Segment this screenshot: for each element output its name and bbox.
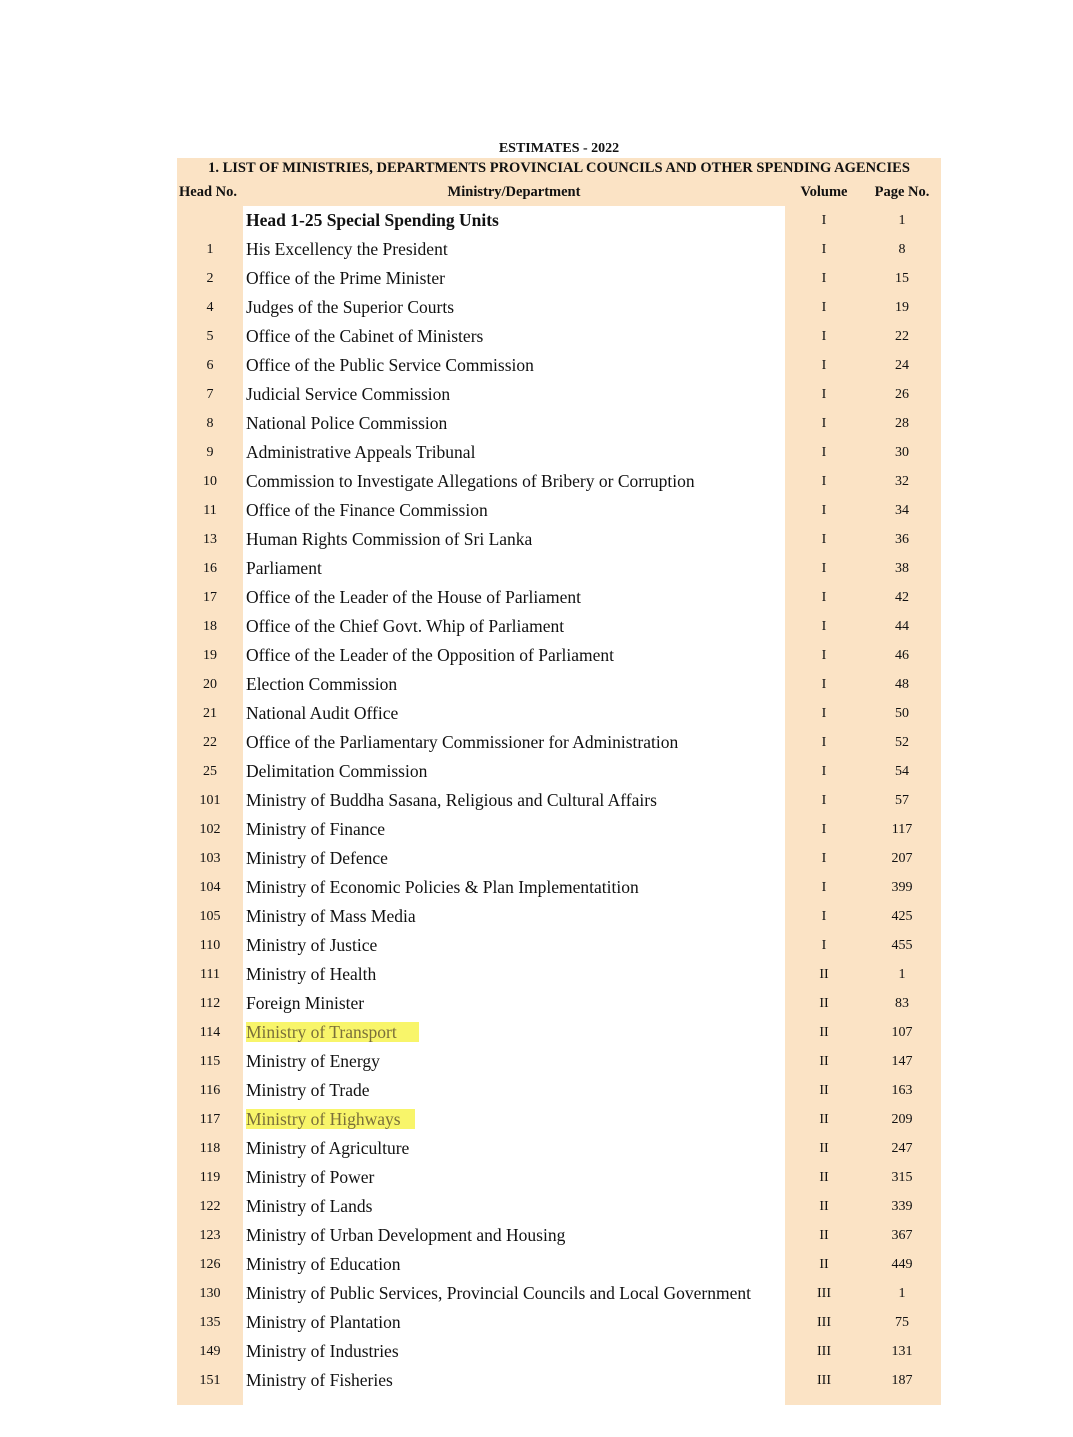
page-no-cell: 46 — [863, 641, 941, 670]
table-row — [177, 757, 941, 786]
page-no-cell: 163 — [863, 1076, 941, 1105]
ministry-cell: Ministry of Justice — [243, 931, 785, 960]
ministry-cell: Ministry of Fisheries — [243, 1366, 785, 1395]
ministry-cell: Ministry of Industries — [243, 1337, 785, 1366]
ministry-cell: Ministry of Economic Policies & Plan Implementatition — [243, 873, 785, 902]
ministry-cell: Election Commission — [243, 670, 785, 699]
head-no-cell: 22 — [177, 728, 243, 757]
ministry-cell: Ministry of Lands — [243, 1192, 785, 1221]
ministry-cell: Ministry of Public Services, Provincial Councils and Local Government — [243, 1279, 785, 1308]
head-no-cell: 117 — [177, 1105, 243, 1134]
volume-cell: III — [785, 1366, 863, 1395]
volume-cell: I — [785, 931, 863, 960]
head-no-cell: 10 — [177, 467, 243, 496]
head-no-cell: 6 — [177, 351, 243, 380]
page-no-cell: 315 — [863, 1163, 941, 1192]
head-no-cell: 118 — [177, 1134, 243, 1163]
head-no-cell: 4 — [177, 293, 243, 322]
page-no-cell: 8 — [863, 235, 941, 264]
volume-cell: II — [785, 1221, 863, 1250]
volume-cell: III — [785, 1337, 863, 1366]
volume-cell: I — [785, 844, 863, 873]
page-no-cell: 38 — [863, 554, 941, 583]
volume-cell: I — [785, 902, 863, 931]
table-row — [177, 641, 941, 670]
ministry-cell: Office of the Parliamentary Commissioner for Administration — [243, 728, 785, 757]
table-row — [177, 496, 941, 525]
table-row — [177, 1366, 941, 1395]
page-no-cell: 48 — [863, 670, 941, 699]
head-no-cell: 135 — [177, 1308, 243, 1337]
table-row — [177, 409, 941, 438]
volume-cell: I — [785, 206, 863, 235]
page-no-cell: 22 — [863, 322, 941, 351]
volume-cell: II — [785, 989, 863, 1018]
volume-cell: I — [785, 235, 863, 264]
ministry-cell: Office of the Cabinet of Ministers — [243, 322, 785, 351]
table-row — [177, 699, 941, 728]
volume-cell: I — [785, 873, 863, 902]
volume-cell: I — [785, 322, 863, 351]
volume-cell: I — [785, 467, 863, 496]
volume-cell: I — [785, 293, 863, 322]
ministry-cell: Office of the Public Service Commission — [243, 351, 785, 380]
head-no-cell: 8 — [177, 409, 243, 438]
ministry-cell: Ministry of Buddha Sasana, Religious and Cultural Affairs — [243, 786, 785, 815]
ministry-cell: Administrative Appeals Tribunal — [243, 438, 785, 467]
ministry-cell: His Excellency the President — [243, 235, 785, 264]
volume-cell: I — [785, 583, 863, 612]
head-no-cell — [177, 206, 243, 235]
volume-cell: III — [785, 1308, 863, 1337]
table-row — [177, 1308, 941, 1337]
volume-cell: II — [785, 1105, 863, 1134]
page-no-cell: 131 — [863, 1337, 941, 1366]
page-no-cell: 32 — [863, 467, 941, 496]
table-row — [177, 989, 941, 1018]
highlighted-text: Ministry of Transport — [246, 1022, 419, 1042]
volume-cell: III — [785, 1279, 863, 1308]
head-no-cell: 19 — [177, 641, 243, 670]
page-no-cell: 399 — [863, 873, 941, 902]
page-no-cell: 455 — [863, 931, 941, 960]
ministry-cell: Office of the Prime Minister — [243, 264, 785, 293]
head-no-cell: 9 — [177, 438, 243, 467]
head-no-cell: 16 — [177, 554, 243, 583]
ministry-cell: Ministry of Plantation — [243, 1308, 785, 1337]
page-no-cell: 1 — [863, 960, 941, 989]
head-no-cell: 110 — [177, 931, 243, 960]
page-no-cell: 83 — [863, 989, 941, 1018]
page-no-cell: 54 — [863, 757, 941, 786]
head-no-cell: 123 — [177, 1221, 243, 1250]
volume-cell: I — [785, 264, 863, 293]
ministry-cell: Ministry of Trade — [243, 1076, 785, 1105]
head-no-cell: 116 — [177, 1076, 243, 1105]
page-no-cell: 30 — [863, 438, 941, 467]
table-row — [177, 786, 941, 815]
highlighted-text: Ministry of Highways — [246, 1109, 415, 1129]
table-row — [177, 1337, 941, 1366]
ministry-cell — [243, 1105, 785, 1134]
page-no-cell: 34 — [863, 496, 941, 525]
head-no-cell: 20 — [177, 670, 243, 699]
table-row — [177, 583, 941, 612]
page-no-cell: 449 — [863, 1250, 941, 1279]
ministry-cell: Judges of the Superior Courts — [243, 293, 785, 322]
volume-cell: I — [785, 409, 863, 438]
document-subtitle: 1. LIST OF MINISTRIES, DEPARTMENTS PROVINCIAL COUNCILS AND OTHER SPENDING AGENCIES — [177, 158, 941, 178]
volume-cell: I — [785, 757, 863, 786]
ministry-cell: National Audit Office — [243, 699, 785, 728]
head-no-cell: 25 — [177, 757, 243, 786]
ministry-cell: Office of the Leader of the House of Parliament — [243, 583, 785, 612]
volume-cell: I — [785, 670, 863, 699]
page-no-cell: 1 — [863, 206, 941, 235]
table-row — [177, 873, 941, 902]
page-no-cell: 209 — [863, 1105, 941, 1134]
table-row — [177, 1047, 941, 1076]
table-row — [177, 351, 941, 380]
ministry-cell: Office of the Leader of the Opposition of Parliament — [243, 641, 785, 670]
volume-cell: II — [785, 1076, 863, 1105]
table-row — [177, 902, 941, 931]
ministry-cell: Foreign Minister — [243, 989, 785, 1018]
table-row — [177, 438, 941, 467]
table-row — [177, 322, 941, 351]
estimates-document — [177, 139, 941, 1405]
page-no-cell: 247 — [863, 1134, 941, 1163]
head-no-cell: 101 — [177, 786, 243, 815]
head-no-cell: 7 — [177, 380, 243, 409]
volume-cell: II — [785, 1163, 863, 1192]
table-row — [177, 467, 941, 496]
table-header — [177, 178, 941, 206]
head-no-cell: 13 — [177, 525, 243, 554]
volume-cell: I — [785, 525, 863, 554]
head-no-cell: 21 — [177, 699, 243, 728]
volume-cell: II — [785, 1192, 863, 1221]
volume-cell: II — [785, 1134, 863, 1163]
page-no-cell: 367 — [863, 1221, 941, 1250]
head-no-cell: 18 — [177, 612, 243, 641]
head-no-cell: 17 — [177, 583, 243, 612]
page-no-cell: 15 — [863, 264, 941, 293]
table-footer-pad — [177, 1395, 941, 1405]
table-row — [177, 1018, 941, 1047]
table-row — [177, 1221, 941, 1250]
header-page-no: Page No. — [863, 178, 941, 206]
head-no-cell: 119 — [177, 1163, 243, 1192]
ministry-cell: Ministry of Health — [243, 960, 785, 989]
page-no-cell: 50 — [863, 699, 941, 728]
table-row — [177, 1279, 941, 1308]
table-row — [177, 380, 941, 409]
volume-cell: I — [785, 554, 863, 583]
page-no-cell: 147 — [863, 1047, 941, 1076]
volume-cell: I — [785, 351, 863, 380]
head-no-cell: 105 — [177, 902, 243, 931]
page-no-cell: 19 — [863, 293, 941, 322]
head-no-cell: 11 — [177, 496, 243, 525]
volume-cell: I — [785, 699, 863, 728]
ministry-cell: Human Rights Commission of Sri Lanka — [243, 525, 785, 554]
page-no-cell: 1 — [863, 1279, 941, 1308]
page-no-cell: 26 — [863, 380, 941, 409]
page-no-cell: 44 — [863, 612, 941, 641]
head-no-cell: 151 — [177, 1366, 243, 1395]
ministry-cell: Ministry of Education — [243, 1250, 785, 1279]
volume-cell: I — [785, 438, 863, 467]
page-no-cell: 75 — [863, 1308, 941, 1337]
page-no-cell: 24 — [863, 351, 941, 380]
header-ministry: Ministry/Department — [243, 178, 785, 206]
ministry-cell — [243, 1018, 785, 1047]
page-no-cell: 42 — [863, 583, 941, 612]
volume-cell: I — [785, 786, 863, 815]
head-no-cell: 104 — [177, 873, 243, 902]
table-row — [177, 815, 941, 844]
table-body — [177, 206, 941, 1395]
ministry-cell: Commission to Investigate Allegations of Bribery or Corruption — [243, 467, 785, 496]
header-volume: Volume — [785, 178, 863, 206]
ministry-cell: Head 1-25 Special Spending Units — [243, 206, 785, 235]
table-row — [177, 670, 941, 699]
page-no-cell: 52 — [863, 728, 941, 757]
section-row — [177, 206, 941, 235]
table-row — [177, 1134, 941, 1163]
head-no-cell: 115 — [177, 1047, 243, 1076]
head-no-cell: 2 — [177, 264, 243, 293]
head-no-cell: 130 — [177, 1279, 243, 1308]
ministry-cell: Ministry of Agriculture — [243, 1134, 785, 1163]
table-row — [177, 1163, 941, 1192]
table-row — [177, 960, 941, 989]
volume-cell: II — [785, 1018, 863, 1047]
head-no-cell: 114 — [177, 1018, 243, 1047]
ministry-cell: Ministry of Urban Development and Housing — [243, 1221, 785, 1250]
table-row — [177, 931, 941, 960]
table-row — [177, 1076, 941, 1105]
head-no-cell: 103 — [177, 844, 243, 873]
volume-cell: I — [785, 815, 863, 844]
volume-cell: II — [785, 1047, 863, 1076]
ministry-cell: Ministry of Energy — [243, 1047, 785, 1076]
page-no-cell: 36 — [863, 525, 941, 554]
head-no-cell: 102 — [177, 815, 243, 844]
volume-cell: II — [785, 1250, 863, 1279]
page-no-cell: 28 — [863, 409, 941, 438]
table-row — [177, 1105, 941, 1134]
head-no-cell: 112 — [177, 989, 243, 1018]
table-row — [177, 1192, 941, 1221]
head-no-cell: 126 — [177, 1250, 243, 1279]
head-no-cell: 5 — [177, 322, 243, 351]
page-no-cell: 187 — [863, 1366, 941, 1395]
page-no-cell: 117 — [863, 815, 941, 844]
head-no-cell: 149 — [177, 1337, 243, 1366]
table-row — [177, 554, 941, 583]
table-row — [177, 525, 941, 554]
table-row — [177, 612, 941, 641]
ministry-cell: Delimitation Commission — [243, 757, 785, 786]
table-row — [177, 293, 941, 322]
table-row — [177, 728, 941, 757]
page-no-cell: 107 — [863, 1018, 941, 1047]
page-no-cell: 425 — [863, 902, 941, 931]
ministry-cell: Judicial Service Commission — [243, 380, 785, 409]
ministry-cell: Ministry of Finance — [243, 815, 785, 844]
table-row — [177, 1250, 941, 1279]
ministry-cell: Ministry of Mass Media — [243, 902, 785, 931]
table-row — [177, 844, 941, 873]
volume-cell: I — [785, 496, 863, 525]
page-no-cell: 207 — [863, 844, 941, 873]
document-title: ESTIMATES - 2022 — [498, 141, 620, 156]
head-no-cell: 111 — [177, 960, 243, 989]
head-no-cell: 1 — [177, 235, 243, 264]
ministry-cell: Office of the Finance Commission — [243, 496, 785, 525]
ministry-cell: Office of the Chief Govt. Whip of Parliament — [243, 612, 785, 641]
page-no-cell: 57 — [863, 786, 941, 815]
head-no-cell: 122 — [177, 1192, 243, 1221]
volume-cell: I — [785, 612, 863, 641]
volume-cell: I — [785, 728, 863, 757]
table-row — [177, 264, 941, 293]
table-row — [177, 235, 941, 264]
volume-cell: I — [785, 380, 863, 409]
page-no-cell: 339 — [863, 1192, 941, 1221]
header-head-no: Head No. — [177, 178, 243, 206]
ministry-cell: Ministry of Defence — [243, 844, 785, 873]
ministry-cell: Parliament — [243, 554, 785, 583]
ministry-cell: Ministry of Power — [243, 1163, 785, 1192]
volume-cell: I — [785, 641, 863, 670]
ministry-cell: National Police Commission — [243, 409, 785, 438]
volume-cell: II — [785, 960, 863, 989]
